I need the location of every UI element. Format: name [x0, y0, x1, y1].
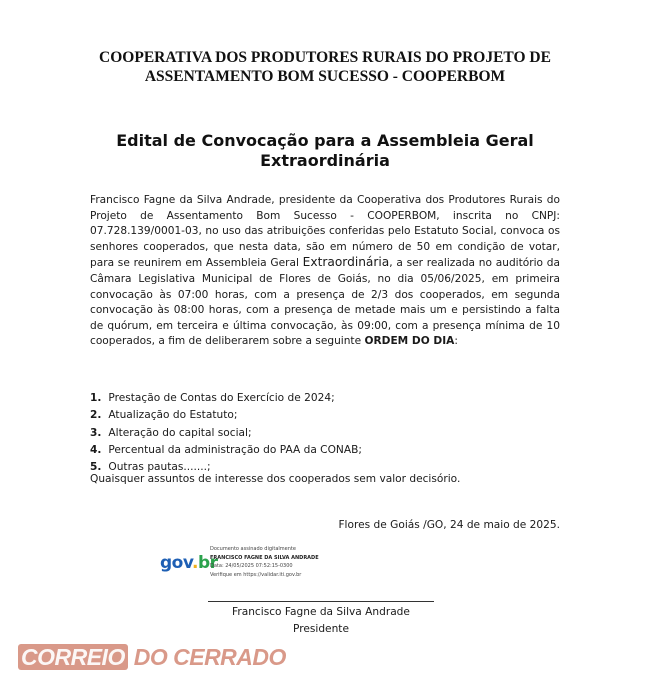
convocation-paragraph: [90, 193, 560, 350]
agenda-item: [90, 442, 560, 459]
govbr-logo: [160, 552, 218, 574]
order-of-day-label: ORDEM DO DIA: [364, 335, 455, 348]
dateline: Flores de Goiás /GO, 24 de maio de 2025.: [338, 519, 560, 531]
signature-stamp-date: Data: 24/05/2025 07:52:15-0300: [210, 563, 293, 569]
agenda-item-number: 3.: [90, 426, 102, 439]
title-line-1: Edital de Convocação para a Assembleia Geral: [116, 131, 534, 150]
signature-stamp-signer: FRANCISCO FAGNE DA SILVA ANDRADE: [210, 554, 319, 561]
extra-note: Quaisquer assuntos de interesse dos cooperados sem valor decisório.: [90, 473, 461, 485]
signatory-name: Francisco Fagne da Silva Andrade: [232, 606, 410, 618]
agenda-item-text: Prestação de Contas do Exercício de 2024;: [108, 392, 335, 404]
agenda-item-number: 5.: [90, 461, 102, 474]
agenda-item-text: Percentual da administração do PAA da CONAB;: [108, 443, 362, 456]
agenda-item: [90, 390, 560, 407]
digital-signature-stamp: [210, 545, 370, 579]
watermark-word-correio: CORREIO: [18, 644, 128, 670]
agenda-item: [90, 425, 560, 442]
agenda-list: [90, 390, 560, 476]
agenda-item-number: 1.: [90, 392, 102, 404]
correio-do-cerrado-watermark: [18, 643, 286, 671]
govbr-logo-gov: gov: [160, 553, 193, 573]
document-title: [0, 131, 650, 171]
paragraph-part-1: Francisco Fagne da Silva Andrade, presidente da Cooperativa dos Produtores Rurais do Projeto de Assentamento Bom Sucesso - COOPERBOM, inscrita no CNPJ: 07.728.139/0001-03, no uso das atribuições conferidas pelo Estatuto Social, convoca os senhores cooperados, que nesta data, são em número de 50 em condição de votar, para se reunirem em Assembleia Geral: [90, 194, 560, 270]
agenda-item-text: Alteração do capital social;: [108, 426, 252, 439]
agenda-item-number: 4.: [90, 443, 102, 456]
paragraph-emphasis: Extraordinária: [302, 255, 390, 270]
agenda-item: [90, 407, 560, 424]
signature-line: [208, 601, 434, 602]
agenda-item-text: Atualização do Estatuto;: [108, 409, 238, 422]
agenda-item-text: Outras pautas.......;: [108, 461, 211, 474]
signature-stamp-heading: Documento assinado digitalmente: [210, 546, 296, 552]
watermark-word-do-cerrado: DO CERRADO: [127, 644, 286, 670]
cooperative-line-1: COOPERATIVA DOS PRODUTORES RURAIS DO PROJETO DE: [99, 49, 551, 66]
govbr-logo-br: br: [198, 553, 218, 573]
paragraph-part-2: , a ser realizada no auditório da Câmara Legislativa Municipal de Flores de Goiás, no dia 05/06/2025, em primeira convocação às 07:00 horas, com a presença de 2/3 dos cooperados, em segunda convocação às 08:00 horas, com a presença de metade mais um e persistindo a falta de quórum, em terceira e última convocação, às 09:00, com a presença mínima de 10 cooperados, a fim de deliberarem sobre a seguinte: [90, 257, 560, 348]
signatory-role: Presidente: [293, 623, 349, 635]
signature-stamp-verify: Verifique em https://validar.iti.gov.br: [210, 571, 302, 578]
cooperative-heading: [0, 48, 650, 86]
title-line-2: Extraordinária: [260, 151, 390, 170]
agenda-item-number: 2.: [90, 409, 102, 422]
paragraph-part-3: :: [454, 335, 458, 348]
cooperative-line-2: ASSENTAMENTO BOM SUCESSO - COOPERBOM: [144, 68, 506, 85]
govbr-logo-dot: .: [192, 553, 199, 573]
